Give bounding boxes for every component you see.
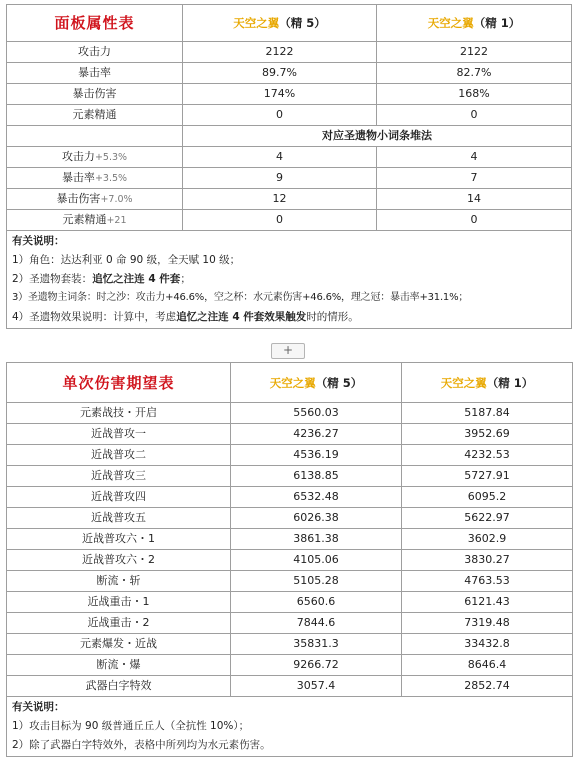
row-label: 近战重击・2 bbox=[7, 613, 231, 634]
substat-bonus: +5.3% bbox=[94, 151, 128, 163]
value-cell: 6095.2 bbox=[402, 487, 573, 508]
value-cell: 4 bbox=[183, 147, 377, 168]
note-line: 1）攻击目标为 90 级普通丘丘人（全抗性 10%）； bbox=[12, 720, 250, 732]
notes-cell bbox=[7, 697, 573, 757]
row-label: 近战普攻二 bbox=[7, 445, 231, 466]
notes-row bbox=[7, 231, 572, 329]
table-row bbox=[7, 424, 573, 445]
value-cell: 12 bbox=[183, 189, 377, 210]
table-title: 面板属性表 bbox=[7, 5, 183, 42]
table-row bbox=[7, 466, 573, 487]
note-line bbox=[12, 310, 566, 324]
value-cell: 3602.9 bbox=[402, 529, 573, 550]
artifact-set-name: 追忆之注连 4 件套 bbox=[92, 273, 181, 285]
table-row bbox=[7, 508, 573, 529]
table-row bbox=[7, 63, 572, 84]
substat-name: 暴击伤害 bbox=[56, 191, 101, 205]
row-label: 元素爆发・近战 bbox=[7, 634, 231, 655]
table-row bbox=[7, 210, 572, 231]
table-row bbox=[7, 42, 572, 63]
row-label: 断流・斩 bbox=[7, 571, 231, 592]
row-label: 近战普攻六・1 bbox=[7, 529, 231, 550]
value-cell: 6121.43 bbox=[402, 592, 573, 613]
value-cell: 6560.6 bbox=[231, 592, 402, 613]
value-cell: 33432.8 bbox=[402, 634, 573, 655]
weapon-name: 天空之翼 bbox=[440, 375, 487, 390]
table-row bbox=[7, 487, 573, 508]
value-cell: 9266.72 bbox=[231, 655, 402, 676]
weapon-column-header bbox=[402, 363, 573, 403]
artifact-effect-name: 追忆之注连 4 件套效果触发 bbox=[176, 311, 307, 323]
table-row bbox=[7, 147, 572, 168]
value-cell: 0 bbox=[377, 105, 572, 126]
value-cell: 5187.84 bbox=[402, 403, 573, 424]
substat-bonus: +7.0% bbox=[100, 193, 133, 205]
note-text: 时的情形。 bbox=[306, 311, 359, 323]
value-cell: 82.7% bbox=[377, 63, 572, 84]
value-cell: 5560.03 bbox=[231, 403, 402, 424]
row-label: 元素精通 bbox=[7, 105, 183, 126]
section-header-row bbox=[7, 126, 572, 147]
value-cell: 8646.4 bbox=[402, 655, 573, 676]
value-cell: 7 bbox=[377, 168, 572, 189]
table-header-row bbox=[7, 363, 573, 403]
notes-title: 有关说明： bbox=[12, 701, 65, 713]
note-line: 3）圣遗物主词条：时之沙：攻击力+46.6%，空之杯：水元素伤害+46.6%，理之冠：暴击率+31.1%； bbox=[12, 292, 469, 303]
value-cell: 4232.53 bbox=[402, 445, 573, 466]
table-row bbox=[7, 655, 573, 676]
value-cell: 5105.28 bbox=[231, 571, 402, 592]
substat-name: 暴击率 bbox=[61, 170, 95, 184]
value-cell: 0 bbox=[183, 105, 377, 126]
notes-cell bbox=[7, 231, 572, 329]
value-cell: 2122 bbox=[183, 42, 377, 63]
value-cell: 0 bbox=[377, 210, 572, 231]
weapon-name: 天空之翼 bbox=[233, 16, 280, 30]
note-text: 4）圣遗物效果说明：计算中，考虑 bbox=[12, 311, 177, 323]
row-label: 元素战技・开启 bbox=[7, 403, 231, 424]
value-cell: 4105.06 bbox=[231, 550, 402, 571]
damage-rows bbox=[7, 403, 573, 697]
value-cell: 7844.6 bbox=[231, 613, 402, 634]
row-label bbox=[7, 210, 183, 231]
value-cell: 2122 bbox=[377, 42, 572, 63]
note-line: 1）角色：达达利亚 0 命 90 级，全天赋 10 级； bbox=[12, 254, 241, 266]
value-cell: 3057.4 bbox=[231, 676, 402, 697]
weapon-name: 天空之翼 bbox=[269, 375, 316, 390]
expand-button[interactable]: + bbox=[271, 343, 305, 359]
weapon-column-header bbox=[231, 363, 402, 403]
value-cell: 7319.48 bbox=[402, 613, 573, 634]
notes-title: 有关说明： bbox=[12, 235, 65, 247]
value-cell: 4536.19 bbox=[231, 445, 402, 466]
row-label: 近战普攻五 bbox=[7, 508, 231, 529]
value-cell: 5622.97 bbox=[402, 508, 573, 529]
value-cell: 174% bbox=[183, 84, 377, 105]
weapon-refinement: （精 5） bbox=[315, 375, 363, 390]
value-cell: 4763.53 bbox=[402, 571, 573, 592]
row-label: 暴击伤害 bbox=[7, 84, 183, 105]
value-cell: 168% bbox=[377, 84, 572, 105]
row-label bbox=[7, 189, 183, 210]
weapon-refinement: （精 1） bbox=[473, 16, 521, 30]
table-row bbox=[7, 105, 572, 126]
value-cell: 4 bbox=[377, 147, 572, 168]
row-label bbox=[7, 168, 183, 189]
table-row bbox=[7, 676, 573, 697]
value-cell: 5727.91 bbox=[402, 466, 573, 487]
row-label: 攻击力 bbox=[7, 42, 183, 63]
weapon-name: 天空之翼 bbox=[427, 16, 474, 30]
table-row bbox=[7, 592, 573, 613]
weapon-refinement: （精 1） bbox=[486, 375, 534, 390]
panel-attributes-table bbox=[6, 4, 572, 329]
table-row bbox=[7, 613, 573, 634]
substat-bonus: +3.5% bbox=[94, 172, 128, 184]
value-cell: 3830.27 bbox=[402, 550, 573, 571]
value-cell: 35831.3 bbox=[231, 634, 402, 655]
value-cell: 6532.48 bbox=[231, 487, 402, 508]
row-label: 近战普攻六・2 bbox=[7, 550, 231, 571]
table-title: 单次伤害期望表 bbox=[7, 363, 231, 403]
damage-expectation-table bbox=[6, 362, 573, 757]
table-row bbox=[7, 529, 573, 550]
table-row bbox=[7, 403, 573, 424]
section-header: 对应圣遗物小词条堆法 bbox=[183, 126, 572, 147]
value-cell: 14 bbox=[377, 189, 572, 210]
row-label: 近战普攻一 bbox=[7, 424, 231, 445]
row-label: 近战普攻三 bbox=[7, 466, 231, 487]
row-label bbox=[7, 147, 183, 168]
note-text: 2）圣遗物套装： bbox=[12, 273, 93, 285]
row-label: 断流・爆 bbox=[7, 655, 231, 676]
row-label: 武器白字特效 bbox=[7, 676, 231, 697]
weapon-column-header bbox=[183, 5, 377, 42]
value-cell: 9 bbox=[183, 168, 377, 189]
substat-name: 攻击力 bbox=[61, 149, 95, 163]
table-row bbox=[7, 445, 573, 466]
note-line: 2）除了武器白字特效外，表格中所列均为水元素伤害。 bbox=[12, 739, 271, 751]
table-row bbox=[7, 571, 573, 592]
value-cell: 3952.69 bbox=[402, 424, 573, 445]
weapon-refinement: （精 5） bbox=[279, 16, 326, 30]
value-cell: 3861.38 bbox=[231, 529, 402, 550]
table-row bbox=[7, 84, 572, 105]
notes-row bbox=[7, 697, 573, 757]
row-label: 近战普攻四 bbox=[7, 487, 231, 508]
table-header-row bbox=[7, 5, 572, 42]
row-label: 近战重击・1 bbox=[7, 592, 231, 613]
row-label: 暴击率 bbox=[7, 63, 183, 84]
weapon-column-header bbox=[377, 5, 572, 42]
note-text: ； bbox=[180, 273, 191, 285]
note-line bbox=[12, 272, 566, 286]
table-row bbox=[7, 550, 573, 571]
value-cell: 4236.27 bbox=[231, 424, 402, 445]
table-row bbox=[7, 634, 573, 655]
substat-name: 元素精通 bbox=[62, 212, 107, 226]
table-row bbox=[7, 168, 572, 189]
value-cell: 0 bbox=[183, 210, 377, 231]
value-cell: 89.7% bbox=[183, 63, 377, 84]
value-cell: 6138.85 bbox=[231, 466, 402, 487]
table-row bbox=[7, 189, 572, 210]
substat-bonus: +21 bbox=[106, 214, 127, 226]
value-cell: 2852.74 bbox=[402, 676, 573, 697]
value-cell: 6026.38 bbox=[231, 508, 402, 529]
